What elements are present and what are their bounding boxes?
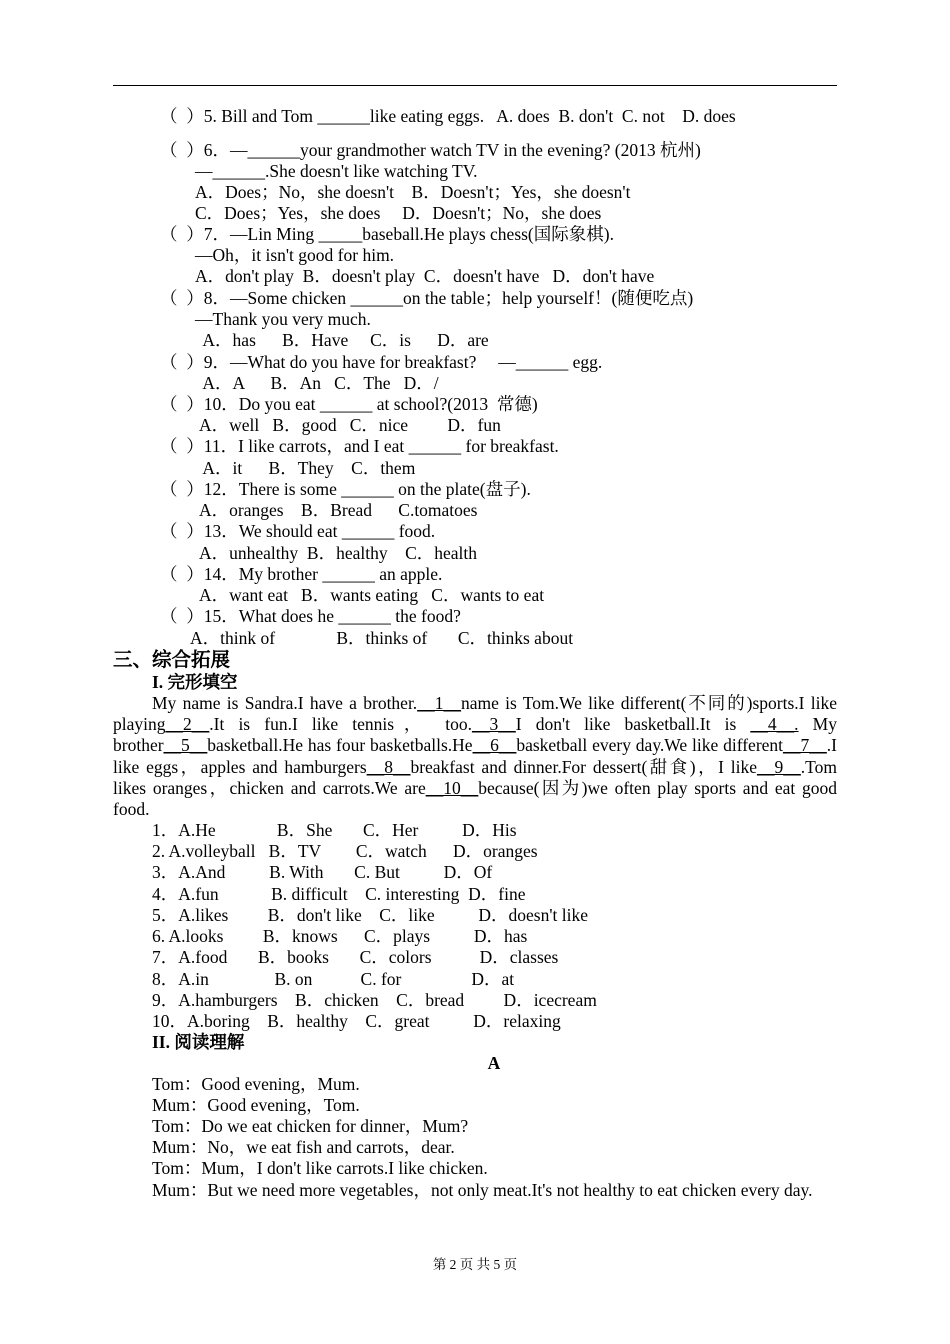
- cloze-options-4: 4．A.fun B. difficult C. interesting D．fine: [152, 884, 526, 904]
- question-6: （ ）6．—______your grandmother watch TV in the evening? (2013 杭州): [160, 140, 701, 160]
- cloze-blank-1: __1__: [417, 693, 461, 713]
- question-10: （ ）10．Do you eat ______ at school?(2013 常德): [160, 394, 538, 414]
- dialogue-line-3: Tom：Do we eat chicken for dinner，Mum?: [152, 1116, 469, 1136]
- section-title: 三、综合拓展: [113, 650, 231, 671]
- question-11-options: A．it B．They C．them: [199, 458, 416, 478]
- cloze-options-9: 9．A.hamburgers B．chicken C．bread D．icecream: [152, 990, 597, 1010]
- question-6-options-cd: C．Does；Yes，she does D．Doesn't；No，she does: [195, 203, 602, 223]
- cloze-options-10: 10．A.boring B．healthy C．great D．relaxing: [152, 1011, 561, 1031]
- cloze-blank-5: __5__: [163, 735, 208, 756]
- cloze-blank-2: __2__: [165, 714, 210, 735]
- question-7-options: A．don't play B．doesn't play C．doesn't have D．don't have: [195, 266, 655, 286]
- dialogue-line-1: Tom：Good evening，Mum.: [152, 1074, 360, 1094]
- cloze-blank-7: __7__: [783, 735, 827, 756]
- cloze-blank-6: __6__: [472, 735, 517, 756]
- question-9: （ ）9．—What do you have for breakfast? —______ egg.: [160, 352, 603, 372]
- question-13-options: A．unhealthy B．healthy C．health: [199, 543, 478, 563]
- question-6-response: —______.She doesn't like watching TV.: [195, 161, 478, 181]
- dialogue-line-5: Tom：Mum，I don't like carrots.I like chicken.: [152, 1158, 488, 1178]
- question-12: （ ）12．There is some ______ on the plate(盘子).: [160, 479, 531, 499]
- question-14-options: A．want eat B．wants eating C．wants to eat: [199, 585, 545, 605]
- cloze-blank-3: __3__: [471, 714, 516, 735]
- reading-title: II. 阅读理解: [152, 1032, 245, 1052]
- cloze-options-3: 3．A.And B. With C. But D．Of: [152, 862, 493, 882]
- dialogue-line-6: Mum：But we need more vegetables，not only meat.It's not healthy to eat chicken every day.: [152, 1180, 813, 1200]
- cloze-passage: My name is Sandra.I have a brother.__1__name is Tom.We like different(不同的)sports.I like playing__2__.It is fun.I like tennis， too.__3__I don't like basketball.It is __4__. My brother__5__basketball.He has four basketballs.He__6__basketball every day.We like different__7__.I like eggs，apples and hamburgers__8__breakfast and dinner.For dessert(甜食)，I like__9__.Tom likes oranges，chicken and carrots.We are__10__because(因为)we often play sports and eat good food.: [113, 693, 837, 820]
- question-7: （ ）7．—Lin Ming _____baseball.He plays chess(国际象棋).: [160, 224, 614, 244]
- cloze-options-6: 6. A.looks B．knows C．plays D．has: [152, 926, 528, 946]
- dialogue-line-2: Mum：Good evening，Tom.: [152, 1095, 360, 1115]
- cloze-blank-9: __9__: [757, 756, 801, 777]
- question-13: （ ）13．We should eat ______ food.: [160, 521, 436, 541]
- question-11: （ ）11．I like carrots，and I eat ______ for breakfast.: [160, 436, 559, 456]
- question-15: （ ）15．What does he ______ the food?: [160, 606, 461, 626]
- cloze-blank-10: __10__: [425, 777, 479, 798]
- question-8-response: —Thank you very much.: [195, 309, 371, 329]
- question-6-options-ab: A．Does；No，she doesn't B．Doesn't；Yes，she doesn't: [195, 182, 631, 202]
- question-5: （ ）5. Bill and Tom ______like eating eggs. A. does B. don't C. not D. does: [160, 106, 736, 126]
- header-rule: [113, 85, 837, 86]
- cloze-options-2: 2. A.volleyball B．TV C．watch D．oranges: [152, 841, 538, 861]
- cloze-blank-8: __8__: [366, 756, 411, 777]
- question-12-options: A．oranges B．Bread C.tomatoes: [199, 500, 478, 520]
- question-14: （ ）14．My brother ______ an apple.: [160, 564, 443, 584]
- question-8: （ ）8．—Some chicken ______on the table；help yourself！(随便吃点): [160, 288, 694, 308]
- question-9-options: A．A B．An C．The D．/: [199, 373, 439, 393]
- dialogue-line-4: Mum：No，we eat fish and carrots，dear.: [152, 1137, 455, 1157]
- cloze-options-8: 8．A.in B. on C. for D．at: [152, 969, 515, 989]
- question-15-options: A．think of B．thinks of C．thinks about: [190, 628, 574, 648]
- question-8-options: A．has B．Have C．is D．are: [199, 330, 489, 350]
- page-footer: 第 2 页 共 5 页: [432, 1257, 518, 1272]
- cloze-title: I. 完形填空: [152, 672, 238, 692]
- cloze-options-5: 5．A.likes B．don't like C．like D．doesn't like: [152, 905, 589, 925]
- passage-label: A: [487, 1053, 501, 1073]
- question-7-response: —Oh，it isn't good for him.: [195, 245, 395, 265]
- cloze-options-7: 7．A.food B．books C．colors D．classes: [152, 947, 559, 967]
- question-10-options: A．well B．good C．nice D．fun: [199, 415, 501, 435]
- cloze-blank-4: __4__.: [750, 714, 799, 735]
- cloze-options-1: 1．A.He B．She C．Her D．His: [152, 820, 517, 840]
